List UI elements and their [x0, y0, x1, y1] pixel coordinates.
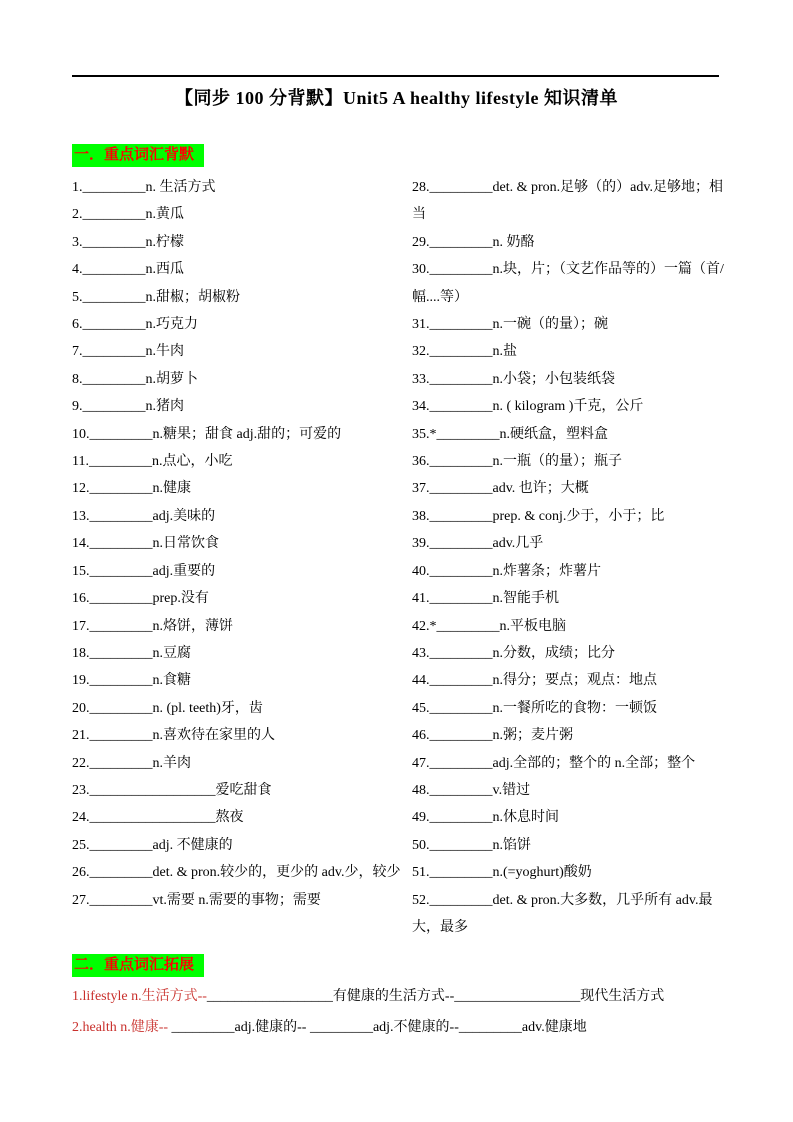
vocab-item: 30._________n.块，片；（文艺作品等的）一篇（首/幅....等）: [412, 262, 724, 305]
vocab-item: 14._________n.日常饮食: [72, 536, 219, 552]
section1-heading-label: 一．重点词汇背默: [72, 144, 204, 167]
section2-heading-label: 二．重点词汇拓展: [72, 954, 204, 977]
vocab-item: 51._________n.(=yoghurt)酸奶: [412, 865, 592, 881]
vocab-item: 16._________prep.没有: [72, 591, 209, 607]
vocab-column-left: [72, 174, 404, 941]
section2-heading: [72, 954, 793, 977]
vocab-item: 19._________n.食糖: [72, 673, 191, 689]
vocab-item: 27._________vt.需要 n.需要的事物；需要: [72, 892, 321, 908]
vocab-item: 25._________adj. 不健康的: [72, 837, 233, 853]
extension-line-word: 2.health n.健康--: [72, 1020, 169, 1036]
vocab-item: 39._________adv.几乎: [412, 536, 544, 552]
extension-line: [72, 986, 752, 1008]
vocab-item: 26._________det. & pron.较少的，更少的 adv.少，较少: [72, 865, 401, 881]
top-horizontal-rule: [72, 75, 719, 77]
vocab-item: 41._________n.智能手机: [412, 591, 559, 607]
vocab-item: 4._________n.西瓜: [72, 262, 184, 278]
page-title: 【同步 100 分背默】Unit5 A healthy lifestyle 知识清单: [175, 88, 618, 108]
vocab-item: 36._________n.一瓶（的量）；瓶子: [412, 454, 622, 470]
vocab-item: 5._________n.甜椒；胡椒粉: [72, 289, 240, 305]
vocab-item: 29._________n. 奶酪: [412, 234, 535, 250]
vocab-item: 18._________n.豆腐: [72, 645, 191, 661]
vocab-columns: [72, 174, 793, 941]
vocab-item: 9._________n.猪肉: [72, 399, 184, 415]
vocab-item: 52._________det. & pron.大多数，几乎所有 adv.最大，最多: [412, 892, 713, 935]
vocab-item: 48._________v.错过: [412, 782, 531, 798]
vocab-item: 10._________n.糖果；甜食 adj.甜的；可爱的: [72, 426, 342, 442]
vocab-item: 21._________n.喜欢待在家里的人: [72, 728, 275, 744]
vocab-item: 47._________adj.全部的；整个的 n.全部；整个: [412, 755, 696, 771]
vocab-item: 22._________n.羊肉: [72, 755, 191, 771]
extension-line-blanks: __________________有健康的生活方式--__________________现代生活方式: [206, 989, 665, 1005]
vocab-item: 38._________prep. & conj.少于，小于；比: [412, 508, 665, 524]
vocab-item: 40._________n.炸薯条；炸薯片: [412, 563, 601, 579]
vocab-item: 35.*_________n.硬纸盒，塑料盒: [412, 426, 608, 442]
section1-heading: [72, 144, 793, 167]
vocab-item: 46._________n.粥；麦片粥: [412, 728, 573, 744]
vocab-item: 12._________n.健康: [72, 481, 191, 497]
vocab-item: 45._________n.一餐所吃的食物：一顿饭: [412, 700, 657, 716]
vocab-item: 8._________n.胡萝卜: [72, 371, 198, 387]
vocab-item: 6._________n.巧克力: [72, 317, 198, 333]
vocab-item: 3._________n.柠檬: [72, 234, 184, 250]
vocab-item: 31._________n.一碗（的量）；碗: [412, 317, 608, 333]
vocab-item: 42.*_________n.平板电脑: [412, 618, 566, 634]
vocab-item: 50._________n.馅饼: [412, 837, 531, 853]
vocab-item: 13._________adj.美味的: [72, 508, 216, 524]
vocab-item: 37._________adv. 也许；大概: [412, 481, 589, 497]
vocab-item: 20._________n. (pl. teeth)牙，齿: [72, 700, 263, 716]
vocab-column-right: [412, 174, 736, 941]
vocab-item: 28._________det. & pron.足够（的）adv.足够地；相当: [412, 180, 723, 223]
extension-line: [72, 1017, 752, 1039]
vocab-item: 1._________n. 生活方式: [72, 180, 216, 195]
vocab-item: 44._________n.得分；要点；观点：地点: [412, 673, 657, 689]
extension-line-blanks: _________adj.健康的-- _________adj.不健康的--_________adv.健康地: [168, 1020, 587, 1036]
vocab-item: 34._________n. ( kilogram )千克，公斤: [412, 399, 644, 415]
vocab-item: 49._________n.休息时间: [412, 810, 559, 826]
vocab-item: 2._________n.黄瓜: [72, 207, 184, 223]
extension-line-word: 1.lifestyle n.生活方式--: [72, 989, 207, 1005]
vocab-item: 33._________n.小袋；小包装纸袋: [412, 371, 615, 387]
vocab-item: 32._________n.盐: [412, 344, 517, 360]
vocab-item: 15._________adj.重要的: [72, 563, 216, 579]
vocab-item: 7._________n.牛肉: [72, 344, 184, 360]
vocab-item: 23.__________________爱吃甜食: [72, 782, 272, 798]
vocab-item: 43._________n.分数，成绩；比分: [412, 645, 615, 661]
vocab-item: 24.__________________熬夜: [72, 810, 244, 826]
extension-lines: [0, 986, 793, 1039]
vocab-item: 11._________n.点心，小吃: [72, 454, 233, 470]
vocab-item: 17._________n.烙饼，薄饼: [72, 618, 233, 634]
